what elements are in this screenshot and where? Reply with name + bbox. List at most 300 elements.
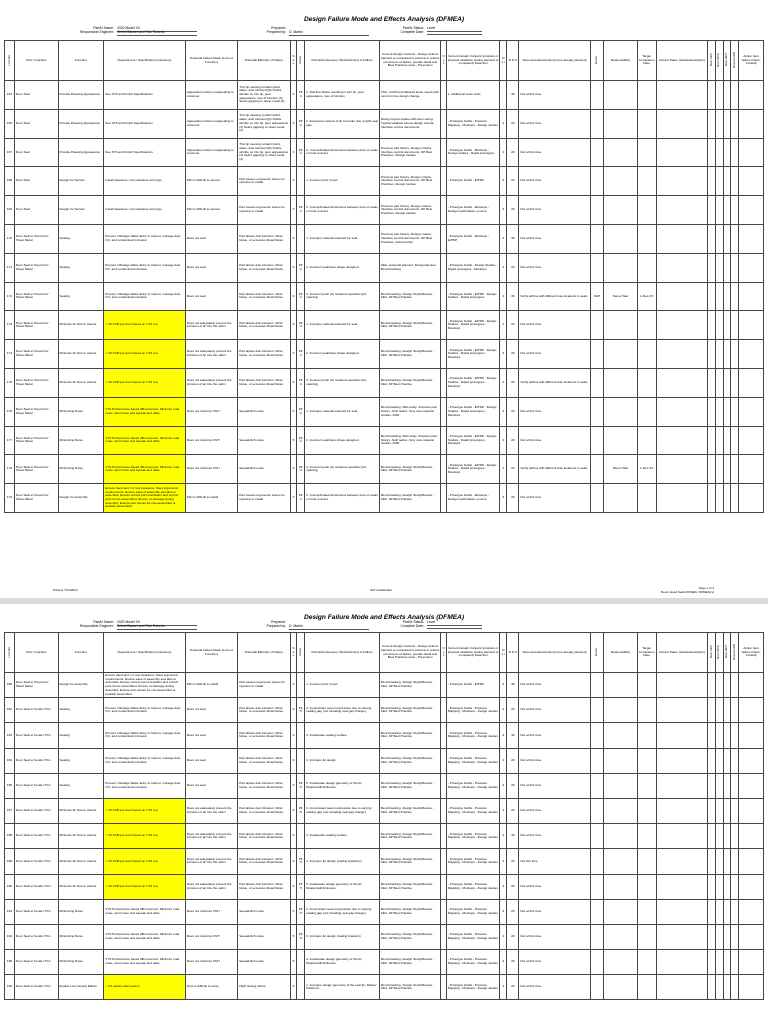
cell-cause: 4. Uncoordinated dimensions between pins on seals on hole in doors. <box>305 138 380 167</box>
cell-requirement: Ensure hand and / or tool clearance. Meet ergonomic requirements. Ensure ease of assembly and able to assemble. Ensure correct part orientation and correct part can be assembled. Ensure no damage during assembly. Ensure part cannot be mis-assembled or partially assembled. <box>104 484 185 513</box>
cell-detection-controls: - Prototype builds - Pressure Mapping - Mockups - Design studies <box>446 849 500 874</box>
cell-cause: 2. Uncoordinated dimensions between pins on seals on hole in doors. <box>305 484 380 513</box>
cell-notes <box>590 924 603 949</box>
cell-effect: Squeak/Itch noise <box>238 455 290 484</box>
cell-action-status <box>739 397 764 426</box>
cell-detection-controls: - Prototype builds - E/PNP - Design Studies - Rapid prototypes - Mockups <box>446 426 500 455</box>
cell-new-det <box>723 824 731 849</box>
cell-new-sev <box>708 167 716 196</box>
cell-rpn: 36 <box>507 282 519 311</box>
cell-line-no: 165 <box>5 109 15 138</box>
cell-detection-rating: 2 <box>500 899 507 924</box>
cell-detection-rating: 2 <box>500 975 507 1000</box>
responsible-engineer-label: Responsible Engineer: <box>79 30 114 34</box>
cell-new-occ <box>715 224 723 253</box>
cell-new-sev <box>708 224 716 253</box>
table-row <box>5 874 764 899</box>
cell-new-det <box>723 899 731 924</box>
cell-target-date <box>637 849 656 874</box>
cell-actions-taken <box>656 109 707 138</box>
cell-target-date <box>637 397 656 426</box>
cell-actions-taken <box>656 253 707 282</box>
cell-new-sev <box>708 975 716 1000</box>
cell-failure-mode: Appearance that is unappealing to customer <box>185 109 237 138</box>
cell-severity: 9 <box>290 824 297 849</box>
cell-function: Design for Assembly <box>58 484 104 513</box>
table-row <box>5 368 764 397</box>
cell-recommended-action: Not this time. <box>519 849 590 874</box>
cell-prevention-controls: Benchmarking -Design Study/Review -FEA -SP Best Practice <box>379 950 440 975</box>
cell-new-det <box>723 167 731 196</box>
cell-new-rpn <box>731 455 739 484</box>
cell-line-no: 173 <box>5 311 15 340</box>
cell-new-det <box>723 224 731 253</box>
cell-detection-rating: 2 <box>500 698 507 723</box>
cell-effect: Part allows dust intrusion, Wind Noise, or excessive Road Noise <box>238 849 290 874</box>
cell-new-occ <box>715 975 723 1000</box>
cell-action-status <box>739 253 764 282</box>
cell-notes <box>590 484 603 513</box>
cell-responsibility <box>604 824 637 849</box>
cell-line-no: 164 <box>5 81 15 110</box>
cell-cause: 5. Inadequate design geometry of the lip. Shape/radii thickness. <box>305 773 380 798</box>
responsible-engineer-label: Responsible Engineer: <box>79 624 114 628</box>
cell-function: Design for Assembly <box>58 673 104 698</box>
cell-detection-controls: - Prototype builds - E/PNP <box>446 167 500 196</box>
cell-detection-rating: 2 <box>500 426 507 455</box>
cell-effect: Trim lip causing contact (wind, water, dust intrusion)(3) Visible wrinkle on trim lip, poor appearance, loss of function (3) Seal's gapping to sheet metal (4) <box>238 81 290 110</box>
cell-prevention-controls: Benchmarking -Design Study/Review -FEA -SP Best Practice <box>379 924 440 949</box>
cell-severity: 3 <box>290 196 297 225</box>
cell-new-rpn <box>731 924 739 949</box>
cell-part-interface: Door Seal to Fender Trim <box>15 924 59 949</box>
cell-part-interface: Door Seal to Fender Trim <box>15 874 59 899</box>
cell-failure-mode: Does not minimize NVH <box>185 899 237 924</box>
cell-class: PFH <box>297 849 305 874</box>
cell-new-occ <box>715 282 723 311</box>
cell-target-date: 1-Dec-XX <box>637 455 656 484</box>
cell-severity: 5 <box>290 455 297 484</box>
cell-action-status <box>739 673 764 698</box>
cell-cause: 4. Improper lip design (mating bracketry) <box>305 849 380 874</box>
cell-action-status <box>739 874 764 899</box>
cell-effect: Squeak/Itch noise <box>238 899 290 924</box>
cell-function: Provide Pleasing Appearance <box>58 109 104 138</box>
cell-requirement: Ensure hand and / or tool clearance. Meet ergonomic requirements. Ensure ease of assembly and able to assemble. Ensure correct part orientation and correct part can be assembled. Ensure no damage during assembly. Ensure part cannot be mis-assembled or partially assembled. <box>104 673 185 698</box>
cell-detection-controls: - Prototype builds - Mockups - Design confirmation on door <box>446 196 500 225</box>
cell-requirement: VTS Performance based dB increment. Minimize road noise, wind noise and squeak and rattle. <box>104 950 185 975</box>
cell-cause: 2. Excessive contour of lip to fender due to tight seal gap. <box>305 109 380 138</box>
cell-new-occ <box>715 874 723 899</box>
cell-failure-mode: Does not minimize NVH <box>185 426 237 455</box>
cell-effect: Part allows dust intrusion, Wind Noise, or excessive Road Noise <box>238 282 290 311</box>
cell-part-interface: Door Seal to Hood trim/ Sheet Metal <box>15 253 59 282</box>
cell-new-rpn <box>731 397 739 426</box>
cell-detection-rating: 2 <box>500 397 507 426</box>
cell-function: Sealing <box>58 282 104 311</box>
cell-detection-controls: - Prototype builds - Pressure Mapping - Mockups - Design studies <box>446 748 500 773</box>
cell-new-rpn <box>731 253 739 282</box>
cell-part-interface: Door Seal to Hood trim/ Sheet Metal <box>15 224 59 253</box>
cell-failure-mode: Does not minimize NVH <box>185 924 237 949</box>
cell-new-occ <box>715 253 723 282</box>
cell-cause: 1. Improper design geometry of the seal lip. Shape/ thickness. <box>305 975 380 1000</box>
cell-new-sev <box>708 311 716 340</box>
cell-line-no: 180 <box>5 673 15 698</box>
cell-prevention-controls: FSU- confirmed sill(seal) alone meets with new trim line design change. <box>379 81 440 110</box>
cell-action-status <box>739 899 764 924</box>
cell-recommended-action: Not at this time. <box>519 81 590 110</box>
cell-responsibility <box>604 950 637 975</box>
cell-new-sev <box>708 950 716 975</box>
cell-action-status <box>739 368 764 397</box>
table-row <box>5 311 764 340</box>
cell-action-status <box>739 773 764 798</box>
cell-new-det <box>723 950 731 975</box>
part-status-label: Part/Ix Status: <box>402 26 424 30</box>
complete-date-value <box>427 30 482 35</box>
cell-line-no: 167 <box>5 138 15 167</box>
cell-part-interface: Door Seal to Hood trim/ Sheet Metal <box>15 673 59 698</box>
cell-detection-rating: 2 <box>500 167 507 196</box>
cell-requirement: See STS and Finish Specifications <box>104 81 185 110</box>
table-row <box>5 950 764 975</box>
cell-actions-taken <box>656 950 707 975</box>
cell-recommended-action: Not at this time. <box>519 824 590 849</box>
header-failure-mode: Potential Failure Mode (Loss of Function) <box>185 633 237 673</box>
cell-failure-mode: Does not adequately prevent the intrusion of air into the cabin <box>185 824 237 849</box>
cell-action-status <box>739 723 764 748</box>
cell-rpn: 20 <box>507 311 519 340</box>
cell-recommended-action: Verify airflow with different hole locations in seals <box>519 282 590 311</box>
cell-effect: Squeak/Itch noise <box>238 397 290 426</box>
cell-severity: 3 <box>290 167 297 196</box>
cell-detection-rating: 2 <box>500 138 507 167</box>
header-effect: Potential Effect(s) of Failure <box>238 633 290 673</box>
cell-effect: Part allows dust intrusion, Wind Noise, or excessive Road Noise <box>238 698 290 723</box>
cell-effect: Part causes ergonomic issues for operator to install <box>238 673 290 698</box>
cell-action-status <box>739 798 764 823</box>
cell-failure-mode: Part is difficult to install <box>185 673 237 698</box>
cell-part-interface: Door Seal to Fender Trim <box>15 798 59 823</box>
cell-rpn: 36 <box>507 673 519 698</box>
cell-effect: Part causes ergonomic issues for operator to install <box>238 167 290 196</box>
cell-new-det <box>723 81 731 110</box>
cell-detection-rating: 2 <box>500 824 507 849</box>
header-class: Class <box>297 41 305 81</box>
cell-new-occ <box>715 748 723 773</box>
cell-detection-controls: - Prototype builds - E/PNP - Design Studies - Rapid prototypes - Mockups <box>446 455 500 484</box>
cell-new-sev <box>708 426 716 455</box>
cell-class: PFH <box>297 798 305 823</box>
cell-target-date: 1-Dec-XX <box>637 282 656 311</box>
cell-responsibility <box>604 975 637 1000</box>
cell-notes <box>590 798 603 823</box>
prepared-by-value: D. Martin <box>289 30 369 36</box>
cell-class: PFU <box>297 426 305 455</box>
cell-responsibility <box>604 773 637 798</box>
cell-detection-controls: - Prototype builds - E/PNP <box>446 673 500 698</box>
cell-line-no: 175 <box>5 368 15 397</box>
cell-effect: Part allows dust intrusion, Wind Noise, or excessive Road Noise <box>238 798 290 823</box>
cell-severity: 9 <box>290 311 297 340</box>
cell-recommended-action: Not at this time. <box>519 109 590 138</box>
cell-recommended-action: Verify airflow with different hole locations in seals <box>519 368 590 397</box>
cell-part-interface: Door Seal to Fender Trim <box>15 950 59 975</box>
cell-prevention-controls: Benchmarking -Design Study/Review -FEA -SP Best Practice <box>379 874 440 899</box>
cell-cause: 2. Incorrect seal/trans shape designed. <box>305 340 380 369</box>
cell-failure-mode: Does not adequately prevent the intrusion of air into the cabin <box>185 874 237 899</box>
cell-detection-controls: - Prototype builds - Pressure Mapping - Mockups - Design studies <box>446 924 500 949</box>
table-row <box>5 748 764 773</box>
cell-detection-controls: - Prototype builds - E/PNP - Design Studies - Rapid prototypes <box>446 282 500 311</box>
cell-target-date <box>637 975 656 1000</box>
cell-actions-taken <box>656 167 707 196</box>
cell-notes <box>590 368 603 397</box>
table-row <box>5 975 764 1000</box>
cell-detection-rating: 2 <box>500 673 507 698</box>
cell-actions-taken <box>656 748 707 773</box>
table-row <box>5 109 764 138</box>
cell-line-no: 196 <box>5 975 15 1000</box>
cell-new-det <box>723 282 731 311</box>
cell-actions-taken <box>656 311 707 340</box>
cell-actions-taken <box>656 975 707 1000</box>
cell-actions-taken <box>656 874 707 899</box>
cell-new-rpn <box>731 426 739 455</box>
cell-requirement: See STS and Finish Specifications <box>104 138 185 167</box>
cell-function: Provide Pleasing Appearance <box>58 81 104 110</box>
cell-new-rpn <box>731 340 739 369</box>
cell-rpn: 20 <box>507 253 519 282</box>
header-new-occ: New OCC <box>715 41 723 81</box>
cell-rpn: 20 <box>507 698 519 723</box>
cell-line-no: 184 <box>5 748 15 773</box>
cell-severity: 3 <box>290 484 297 513</box>
cell-prevention-controls: Previous part history -Design criteria -Interface control documents -SP Best Practices -Design studies <box>379 196 440 225</box>
cell-notes <box>590 224 603 253</box>
cell-cause: 4. Improper lip design <box>305 748 380 773</box>
cell-new-sev <box>708 138 716 167</box>
cell-detection-controls: - Prototype builds - Mockups - Design studies - Rapid prototypes <box>446 138 500 167</box>
cell-requirement: Install clearance; tool clearance and ergo <box>104 167 185 196</box>
cell-actions-taken <box>656 224 707 253</box>
cell-responsibility <box>604 253 637 282</box>
cell-effect: High closing efforts <box>238 975 290 1000</box>
header-class: Class <box>297 633 305 673</box>
cell-action-status <box>739 340 764 369</box>
cell-effect: Part allows dust intrusion, Wind Noise, or excessive Road Noise <box>238 368 290 397</box>
cell-new-rpn <box>731 698 739 723</box>
cell-requirement: Install clearance; tool clearance and ergo <box>104 196 185 225</box>
cell-prevention-controls: Benchmarking -Design Study/Review -FEA -SP Best Practice <box>379 748 440 773</box>
footer-printed: Printed: 7/21/2024 <box>53 588 78 592</box>
header-notes: Notes <box>590 633 603 673</box>
cell-notes <box>590 81 603 110</box>
cell-prevention-controls: Design layout studies with door swing. Typical variation across design criteria; Interface control documents. <box>379 109 440 138</box>
cell-actions-taken <box>656 484 707 513</box>
cell-class: PFU <box>297 311 305 340</box>
cell-new-sev <box>708 824 716 849</box>
cell-severity: 5 <box>290 397 297 426</box>
header-requirement: Requirement / Specification (reference) <box>104 633 185 673</box>
cell-class: PFU <box>297 455 305 484</box>
cell-responsibility <box>604 673 637 698</box>
cell-responsibility <box>604 899 637 924</box>
cell-part-interface: Door Seal to Hood trim/ Sheet Metal <box>15 282 59 311</box>
header-requirement: Requirement / Specification (reference) <box>104 41 185 81</box>
cell-detection-rating: 2 <box>500 773 507 798</box>
cell-action-status <box>739 950 764 975</box>
cell-new-occ <box>715 81 723 110</box>
cell-line-no: 168 <box>5 167 15 196</box>
cell-new-rpn <box>731 196 739 225</box>
cell-responsibility <box>604 698 637 723</box>
cell-new-det <box>723 924 731 949</box>
cell-cause: 1. Improper material selected for seal <box>305 397 380 426</box>
cell-class: PFU <box>297 282 305 311</box>
cell-cause: 2. Inconsistent seal compression due to varying sealing gap (not including seal gap change) <box>305 798 380 823</box>
cell-actions-taken <box>656 426 707 455</box>
header-new-det: New DET <box>723 633 731 673</box>
cell-cause: 3. Incorrect push pin locations specified (pin spacing) <box>305 282 380 311</box>
cell-severity: 3 <box>290 81 297 110</box>
cell-target-date <box>637 224 656 253</box>
cell-prevention-controls: Benchmarking -Design Study/Review -FEA -SP Best Practice <box>379 340 440 369</box>
cell-requirement: < X0 CFM per door based on VTS req <box>104 340 185 369</box>
cell-part-interface: Door Seal to Fender Trim <box>15 698 59 723</box>
cell-requirement: Prevent / Manage Water Entry to Interior, manage dust, CO, and contaminant intrusion <box>104 748 185 773</box>
cell-class <box>297 975 305 1000</box>
cell-line-no: 177 <box>5 426 15 455</box>
cell-new-det <box>723 849 731 874</box>
cell-part-interface: Door Seal to Hood trim/ Sheet Metal <box>15 397 59 426</box>
cell-failure-mode: Does not seal <box>185 224 237 253</box>
cell-notes <box>590 899 603 924</box>
cell-prevention-controls: Benchmarking -Design Study/Review -FEA -SP Best Practice <box>379 282 440 311</box>
cell-function: Provide Pleasing Appearance <box>58 138 104 167</box>
cell-new-det <box>723 397 731 426</box>
cell-function: Minimizing Noise <box>58 899 104 924</box>
cell-action-status <box>739 924 764 949</box>
table-row <box>5 798 764 823</box>
cell-prevention-controls: Previous part history -Design criteria -Interface control documents -SP Best Practices -Design studies <box>379 138 440 167</box>
cell-prevention-controls: Benchmarking -Design Study/Review -FEA -SP Best Practice <box>379 673 440 698</box>
cell-action-status <box>739 196 764 225</box>
cell-severity: 9 <box>290 224 297 253</box>
cell-responsibility <box>604 798 637 823</box>
cell-effect: Trim lip causing contact (wind, water, dust intrusion)(3) Visible wrinkle on trim lip, poor appearance (3) Seal's gapping to sheet metal (4) <box>238 109 290 138</box>
cell-new-sev <box>708 673 716 698</box>
table-row <box>5 849 764 874</box>
cell-new-det <box>723 874 731 899</box>
cell-rpn: 20 <box>507 340 519 369</box>
cell-responsibility <box>604 924 637 949</box>
cell-new-occ <box>715 698 723 723</box>
cell-responsibility <box>604 196 637 225</box>
cell-new-rpn <box>731 824 739 849</box>
cell-line-no: 178 <box>5 455 15 484</box>
cell-detection-rating: 2 <box>500 748 507 773</box>
cell-requirement: VTS Performance based dB increment. Minimize road noise, wind noise and squeak and rattle. <box>104 397 185 426</box>
document-title: Design Failure Mode and Effects Analysis (DFMEA) <box>303 16 465 23</box>
cell-recommended-action: Verify airflow with different hole locations in seals <box>519 455 590 484</box>
footer-page-info <box>620 586 714 594</box>
cell-new-rpn <box>731 874 739 899</box>
table-row <box>5 81 764 110</box>
cell-rpn: 20 <box>507 849 519 874</box>
cell-new-det <box>723 798 731 823</box>
cell-prevention-controls: Previous part history -Design criteria -Interface control documents -SP Best Practices -Design studies <box>379 167 440 196</box>
cell-detection-rating: 2 <box>500 723 507 748</box>
table-row <box>5 673 764 698</box>
cell-severity: 9 <box>290 748 297 773</box>
cell-new-occ <box>715 455 723 484</box>
cell-part-interface: Door Seal <box>15 138 59 167</box>
cell-responsibility <box>604 874 637 899</box>
header-recommended-action: Recommended Action(s) (not already planned) <box>519 41 590 81</box>
cell-cause: 1. Incorrect pins in part <box>305 167 380 196</box>
cell-rpn: 20 <box>507 773 519 798</box>
cell-new-occ <box>715 167 723 196</box>
cell-prevention-controls: Benchmarking -Design Study/Review -FEA -SP Best Practice <box>379 311 440 340</box>
cell-new-det <box>723 109 731 138</box>
cell-new-rpn <box>731 167 739 196</box>
cell-new-det <box>723 253 731 282</box>
cell-part-interface: Door Seal <box>15 109 59 138</box>
cell-severity: 9 <box>290 368 297 397</box>
cell-effect: Part allows dust intrusion, Wind Noise, or excessive Road Noise <box>238 748 290 773</box>
header-recommended-action: Recommended Action(s) (not already planned) <box>519 633 590 673</box>
cell-recommended-action: Not at this time. <box>519 899 590 924</box>
cell-notes <box>590 311 603 340</box>
cell-line-no: 183 <box>5 723 15 748</box>
header-detection-controls: Current Design Controls (Analysis or physical validation testing planned or completed) Detection <box>446 41 500 81</box>
cell-function: Sealing <box>58 253 104 282</box>
cell-new-rpn <box>731 899 739 924</box>
cell-recommended-action: Not at this time. <box>519 426 590 455</box>
cell-actions-taken <box>656 924 707 949</box>
cell-notes <box>590 167 603 196</box>
cell-part-interface: Door Seal to Fender Trim <box>15 849 59 874</box>
cell-rpn: 20 <box>507 975 519 1000</box>
cell-prevention-controls: Benchmarking -Design Study/Review -FEA -SP Best Practice <box>379 849 440 874</box>
cell-notes: SUP <box>590 282 603 311</box>
table-row <box>5 397 764 426</box>
cell-effect: Squeak/Itch noise <box>238 924 290 949</box>
cell-target-date <box>637 311 656 340</box>
cell-notes <box>590 748 603 773</box>
cell-requirement: Prevent / Manage Water Entry to Interior, manage dust, CO, and contaminant intrusion <box>104 224 185 253</box>
cell-class: PFU <box>297 138 305 167</box>
cell-cause: 2. Incorrect seal/trans shape designed. <box>305 253 380 282</box>
cell-detection-rating: 2 <box>500 109 507 138</box>
cell-function: Sealing <box>58 723 104 748</box>
cell-notes <box>590 253 603 282</box>
cell-cause: 1. Improper material selected for seal <box>305 311 380 340</box>
cell-new-sev <box>708 798 716 823</box>
cell-failure-mode: Does not adequately prevent the intrusion of air into the cabin <box>185 849 237 874</box>
cell-new-rpn <box>731 282 739 311</box>
cell-target-date <box>637 924 656 949</box>
cell-recommended-action: Not at this time. <box>519 723 590 748</box>
cell-requirement: VTS Performance based dB increment. Minimize road noise, wind noise and squeak and rattle. <box>104 899 185 924</box>
cell-target-date <box>637 698 656 723</box>
cell-new-det <box>723 426 731 455</box>
cell-detection-rating <box>500 81 507 110</box>
cell-part-interface: Door Seal <box>15 196 59 225</box>
cell-notes <box>590 723 603 748</box>
